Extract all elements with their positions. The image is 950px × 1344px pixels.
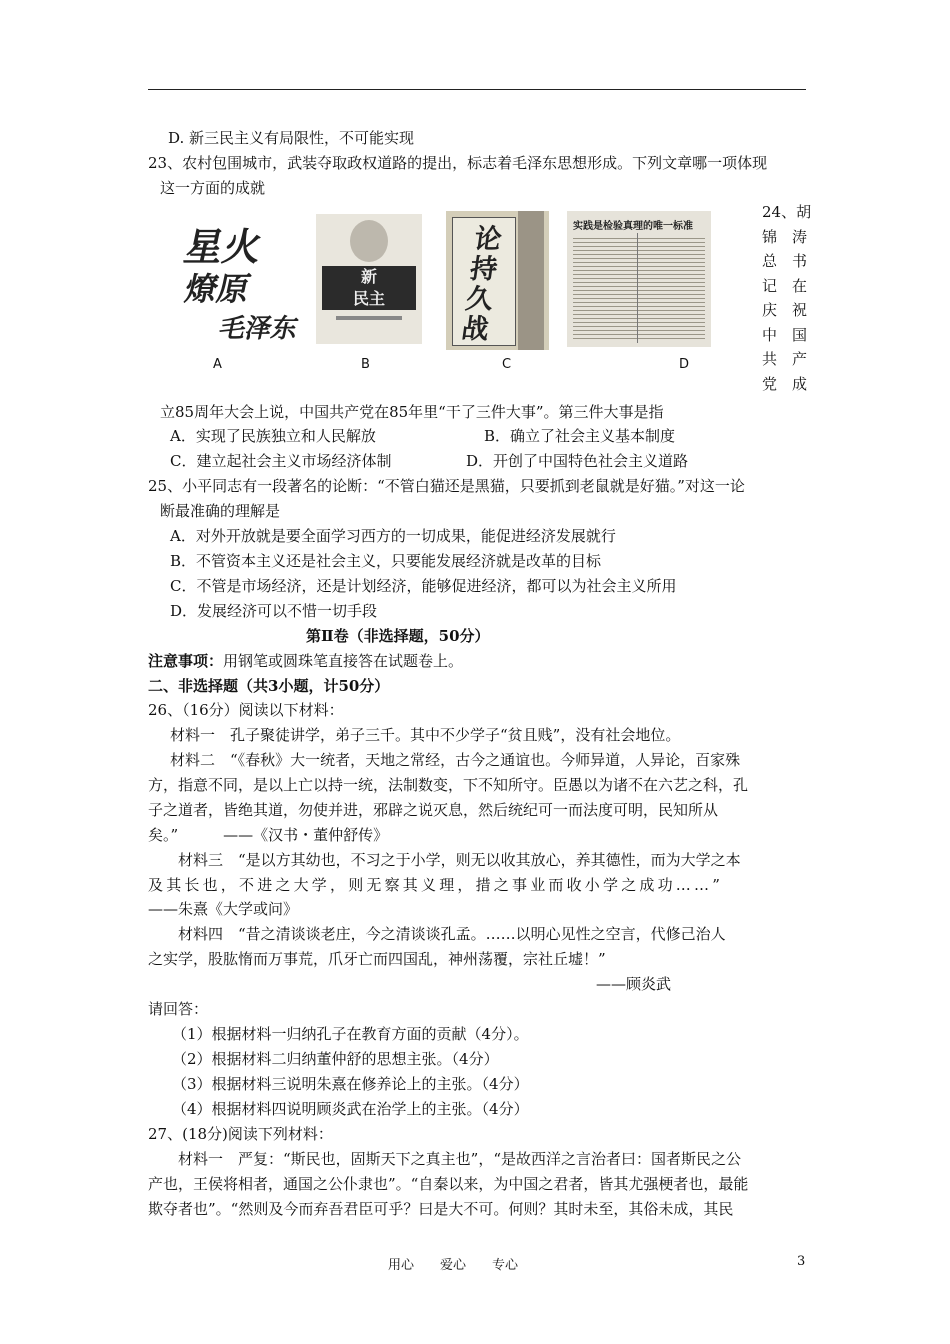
q24-vertical-line: 党 成 (762, 374, 808, 393)
q26-sub-4: （4）根据材料四说明顾炎武在治学上的主张。（4分） (172, 1100, 529, 1118)
q23-image-c-book (446, 211, 549, 350)
notice-label: 注意事项： (148, 652, 224, 670)
cover-rule (336, 316, 402, 320)
q23-stem-line1: 23、农村包围城市，武装夺取政权道路的提出，标志着毛泽东思想形成。下列文章哪一项体现 (148, 154, 768, 172)
newspaper-headline: 实践是检验真理的唯一标准 (573, 221, 693, 232)
q25-stem-line1: 25、小平同志有一段著名的论断：“不管白猫还是黑猫，只要抓到老鼠就是好猫。”对这一论 (148, 477, 745, 495)
q24-option-a: A．实现了民族独立和人民解放 (170, 427, 376, 445)
q24-vertical-line: 共 产 (762, 350, 808, 368)
part2-notice (148, 651, 463, 671)
book-spine (518, 211, 544, 350)
q24-option-c: C．建立起社会主义市场经济体制 (170, 452, 392, 470)
q23-stem-line2: 这一方面的成就 (160, 179, 266, 197)
section-heading: 二、非选择题（共3小题，计50分） (148, 677, 390, 695)
q24-stem-line2: 立85周年大会上说，中国共产党在85年里“干了三件大事”。第三件大事是指 (160, 403, 664, 421)
q24-vertical-line: 24、胡 (762, 203, 812, 221)
q24-option-b: B．确立了社会主义基本制度 (484, 427, 676, 445)
q26-material-2-line1: 材料二 “《春秋》大一统者，天地之常经，古今之通谊也。今师异道，人异论，百家殊 (170, 751, 741, 769)
q25-option-c: C．不管是市场经济，还是计划经济，能够促进经济，都可以为社会主义所用 (170, 577, 677, 595)
q26-sub-2: （2）根据材料二归纳董仲舒的思想主张。（4分） (172, 1050, 499, 1068)
image-caption-c: C (502, 357, 512, 372)
q26-material-2-line2: 方，指意不同，是以上亡以持一统，法制数变，下不知所守。臣愚以为诸不在六艺之科，孔 (148, 776, 749, 794)
q24-vertical-text (762, 200, 810, 396)
q27-intro: 27、(18分)阅读下列材料： (148, 1125, 333, 1143)
newspaper-body-text (573, 235, 705, 341)
q26-material-3-line1: 材料三 “是以方其幼也，不习之于小学，则无以收其放心，养其德性，而为大学之本 (178, 851, 741, 869)
image-caption-d: D (679, 357, 690, 372)
page-number: 3 (797, 1254, 806, 1269)
q26-ask: 请回答： (148, 1000, 209, 1018)
q23-image-b-book-cover (316, 214, 422, 344)
q25-option-a: A．对外开放就是要全面学习西方的一切成果，能促进经济发展就行 (170, 527, 616, 545)
q23-image-d-newspaper (567, 211, 711, 347)
q26-material-4-source: ——顾炎武 (596, 975, 672, 993)
q26-material-2-line4: 矣。” ——《汉书・董仲舒传》 (148, 826, 389, 844)
image-caption-a: A (213, 357, 222, 372)
q24-vertical-line: 庆 祝 (762, 301, 808, 319)
calligraphy-signature: 毛泽东 (216, 314, 301, 344)
q22-option-d: D. 新三民主义有局限性，不可能实现 (168, 129, 415, 147)
q26-material-3-line2: 及其长也，不进之大学，则无察其义理，措之事业而收小学之成功……” (148, 876, 724, 894)
q25-option-b: B．不管资本主义还是社会主义，只要能发展经济就是改革的目标 (170, 552, 602, 570)
q26-material-4-line1: 材料四 “昔之清谈谈老庄，今之清谈谈孔孟。……以明心见性之空言，代修己治人 (178, 925, 726, 943)
q24-vertical-line: 总 书 (762, 252, 808, 270)
q26-sub-1: （1）根据材料一归纳孔子在教育方面的贡献（4分）。 (172, 1025, 529, 1043)
q24-vertical-line: 中 国 (762, 325, 808, 344)
q23-image-a-calligraphy (176, 212, 304, 347)
header-rule (148, 89, 806, 90)
q27-material-1-line3: 欺夺者也”。“然则及今而弃吾君臣可乎？曰是大不可。何则？其时未至，其俗未成，其民 (148, 1200, 734, 1218)
q24-vertical-line: 锦 涛 (762, 227, 808, 246)
image-caption-b: B (361, 357, 370, 372)
part2-heading: 第Ⅱ卷（非选择题，50分） (306, 627, 490, 645)
q25-stem-line2: 断最准确的理解是 (160, 502, 281, 520)
cover-title-block (322, 266, 416, 310)
q27-material-1-line2: 产也，王侯将相者，通国之公仆隶也”。“自秦以来，为中国之君者，皆其尤强梗者也，最能 (148, 1175, 749, 1193)
cover-title-line1: 新 (360, 267, 377, 286)
q25-option-d: D．发展经济可以不惜一切手段 (170, 602, 378, 620)
portrait-icon (350, 220, 388, 262)
q24-option-d: D．开创了中国特色社会主义道路 (466, 452, 689, 470)
q26-material-1: 材料一 孔子聚徒讲学，弟子三千。其中不少学子“贫且贱”，没有社会地位。 (170, 726, 681, 744)
q27-material-1-line1: 材料一 严复：“斯民也，固斯天下之真主也”，“是故西洋之言治者曰：国者斯民之公 (178, 1150, 742, 1168)
q24-vertical-line: 记 在 (762, 276, 808, 295)
book-title-vertical: 论持久战 (459, 224, 504, 345)
calligraphy-line1: 星火 (180, 224, 267, 269)
q26-material-4-line2: 之实学，股肱惰而万事荒，爪牙亡而四国乱，神州荡覆，宗社丘墟！” (148, 950, 606, 968)
q26-sub-3: （3）根据材料三说明朱熹在修养论上的主张。（4分） (172, 1075, 529, 1093)
calligraphy-line2: 燎原 (181, 270, 254, 308)
footer-motto: 用心 爱心 专心 (388, 1258, 519, 1273)
q26-material-2-line3: 子之道者，皆绝其道，勿使并进，邪辟之说灭息，然后统纪可一而法度可明，民知所从 (148, 801, 719, 819)
q26-material-3-source: ——朱熹《大学或问》 (148, 900, 299, 918)
cover-title-line2: 民主 (352, 289, 385, 308)
notice-text: 用钢笔或圆珠笔直接答在试题卷上。 (223, 652, 464, 670)
q26-intro: 26、（16分）阅读以下材料： (148, 701, 344, 719)
newspaper-column-divider (637, 233, 638, 343)
